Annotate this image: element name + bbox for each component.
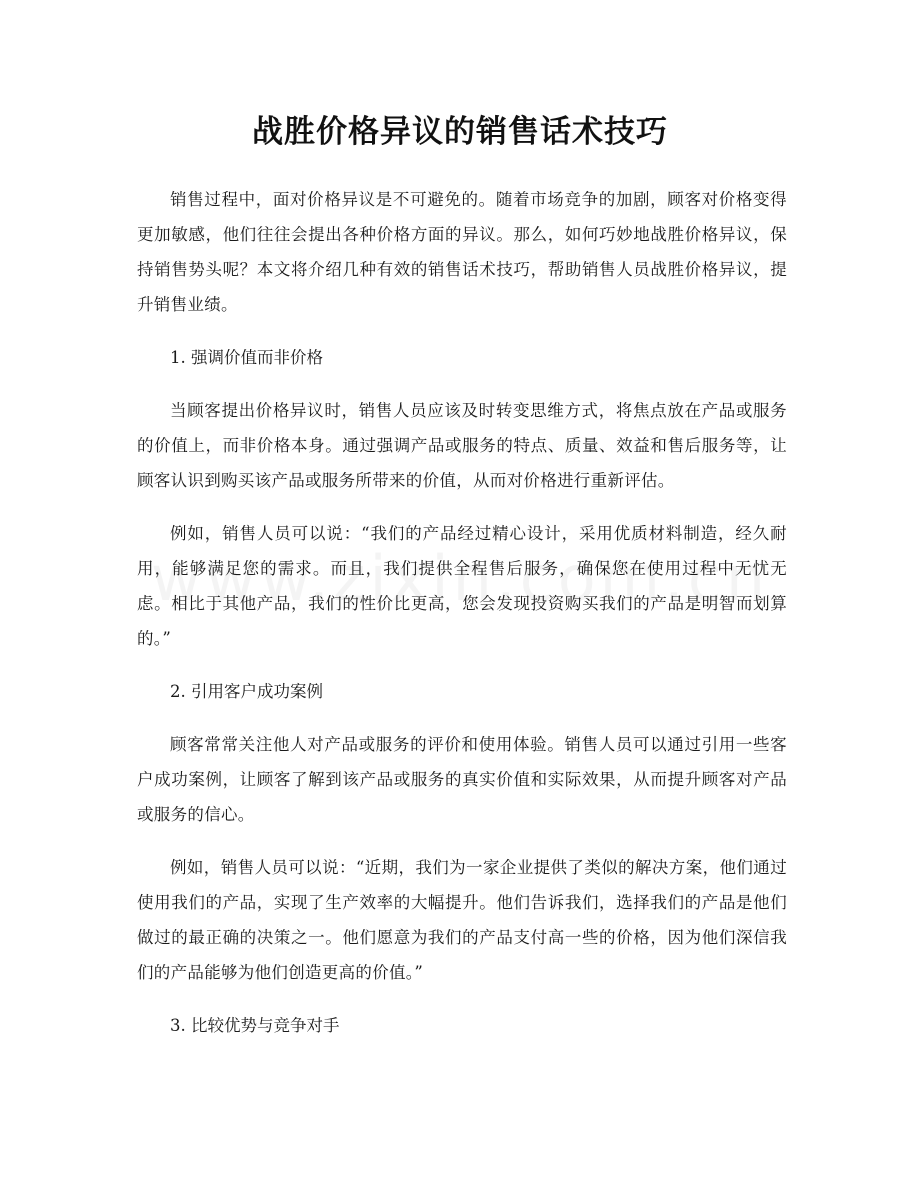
section-1-paragraph: 当顾客提出价格异议时，销售人员应该及时转变思维方式，将焦点放在产品或服务的价值上，而非价格本身。通过强调产品或服务的特点、质量、效益和售后服务等，让顾客认识到购买该产品或服务所带来的价值，从而对价格进行重新评估。 [137,401,787,490]
section-1-example-paragraph: 例如，销售人员可以说：“我们的产品经过精心设计，采用优质材料制造，经久耐用，能够满足您的需求。而且，我们提供全程售后服务，确保您在使用过程中无忧无虑。相比于其他产品，我们的性价比更高，您会发现投资购买我们的产品是明智而划算的。” [137,524,787,648]
section-heading-1: 1. 强调价值而非价格 [170,348,323,367]
section-2-example-paragraph: 例如，销售人员可以说：“近期，我们为一家企业提供了类似的解决方案，他们通过使用我们的产品，实现了生产效率的大幅提升。他们告诉我们，选择我们的产品是他们做过的最正确的决策之一。他们愿意为我们的产品支付高一些的价格，因为他们深信我们的产品能够为他们创造更高的价值。” [137,858,787,982]
document-title: 战胜价格异议的销售话术技巧 [252,114,668,150]
section-heading-2: 2. 引用客户成功案例 [170,682,323,701]
intro-paragraph: 销售过程中，面对价格异议是不可避免的。随着市场竞争的加剧，顾客对价格变得更加敏感，他们往往会提出各种价格方面的异议。那么，如何巧妙地战胜价格异议，保持销售势头呢？本文将介绍几种有效的销售话术技巧，帮助销售人员战胜价格异议，提升销售业绩。 [137,190,787,314]
document-body [137,182,787,1061]
section-heading-3: 3. 比较优势与竞争对手 [170,1016,340,1035]
section-2-paragraph: 顾客常常关注他人对产品或服务的评价和使用体验。销售人员可以通过引用一些客户成功案例，让顾客了解到该产品或服务的真实价值和实际效果，从而提升顾客对产品或服务的信心。 [137,735,787,824]
